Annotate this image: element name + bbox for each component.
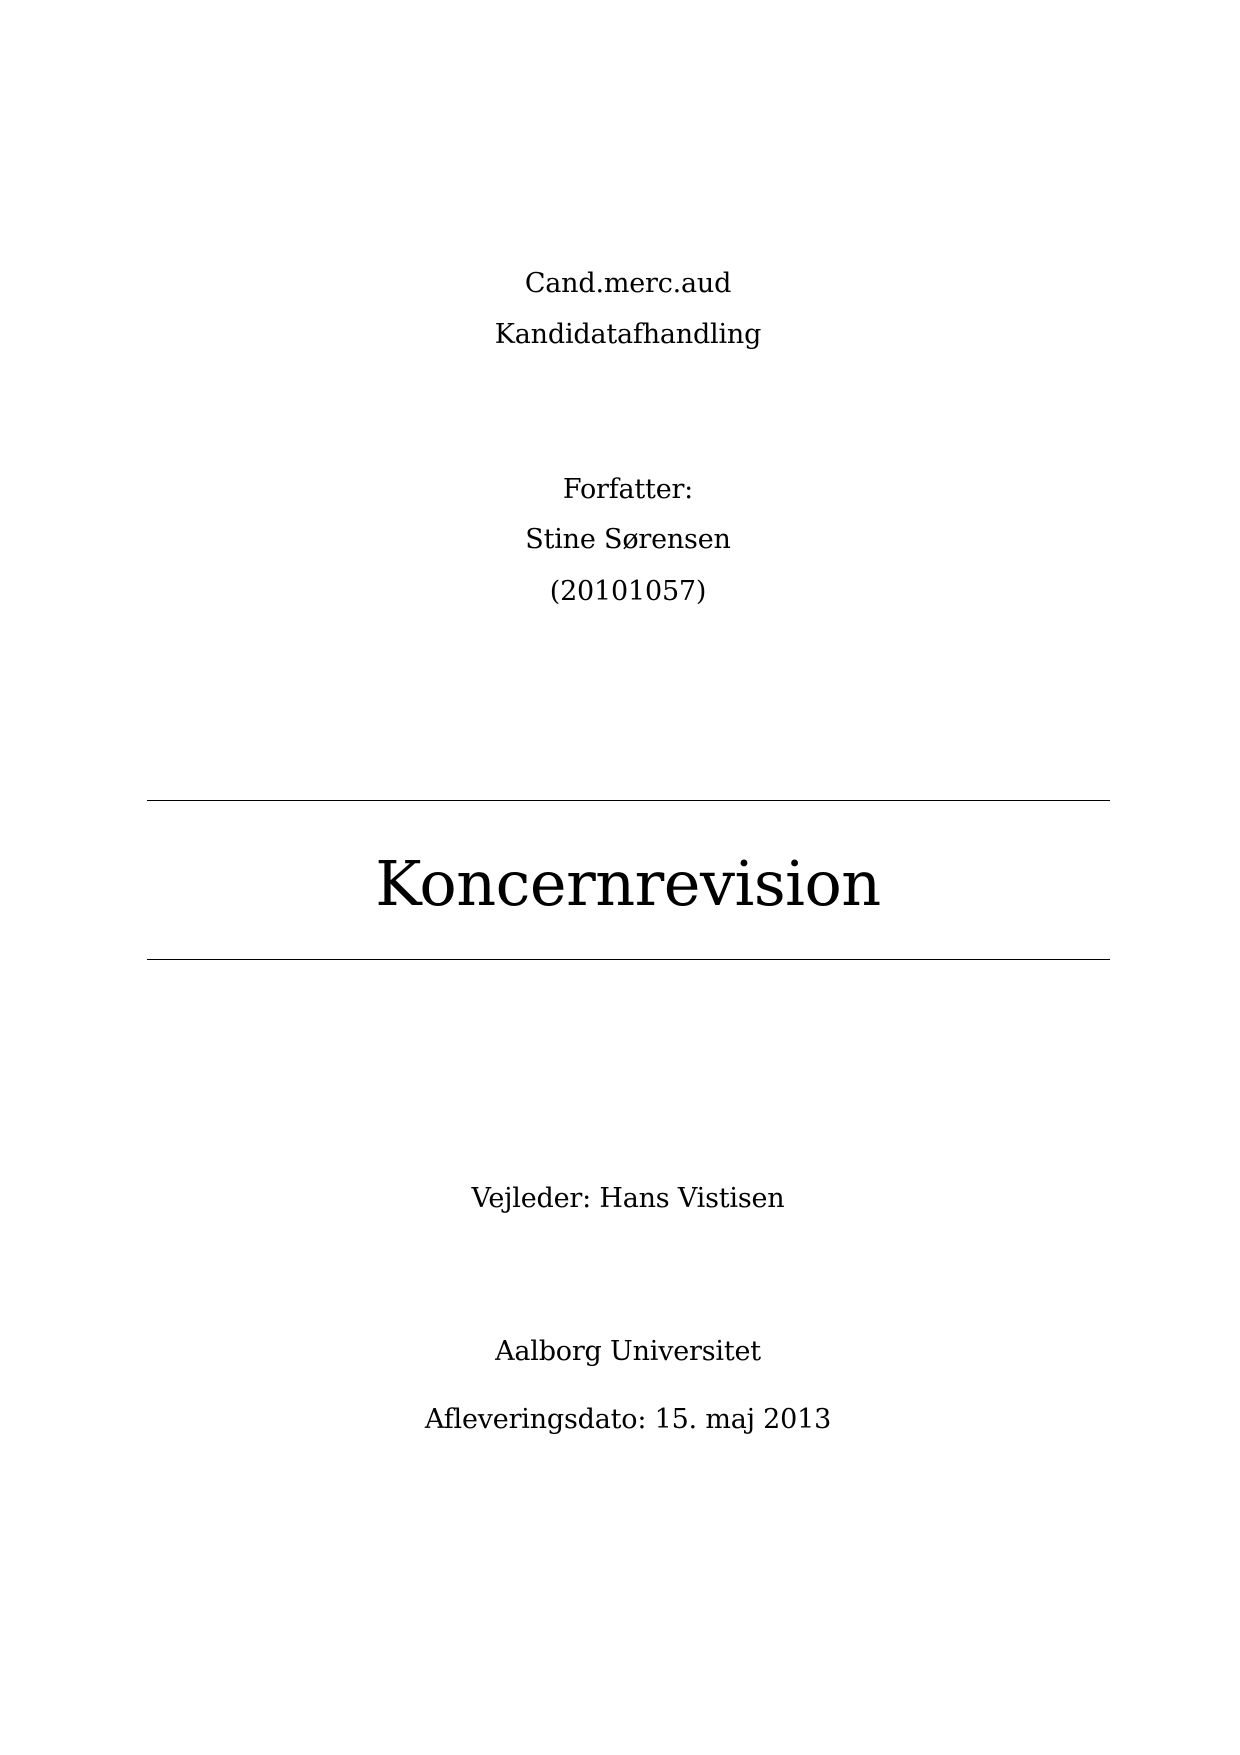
program-name: Cand.merc.aud — [524, 268, 732, 299]
supervisor: Vejleder: Hans Vistisen — [471, 1183, 785, 1214]
submission-date: Afleveringsdato: 15. maj 2013 — [424, 1404, 832, 1435]
author-label: Forfatter: — [562, 474, 694, 505]
university: Aalborg Universitet — [495, 1336, 761, 1367]
author-name: Stine Sørensen — [525, 524, 731, 555]
title-rule-bottom — [147, 959, 1110, 960]
document-title: Koncernrevision — [375, 847, 881, 920]
student-number: (20101057) — [549, 576, 707, 607]
title-rule-top — [147, 800, 1110, 801]
document-type: Kandidatafhandling — [494, 319, 762, 350]
